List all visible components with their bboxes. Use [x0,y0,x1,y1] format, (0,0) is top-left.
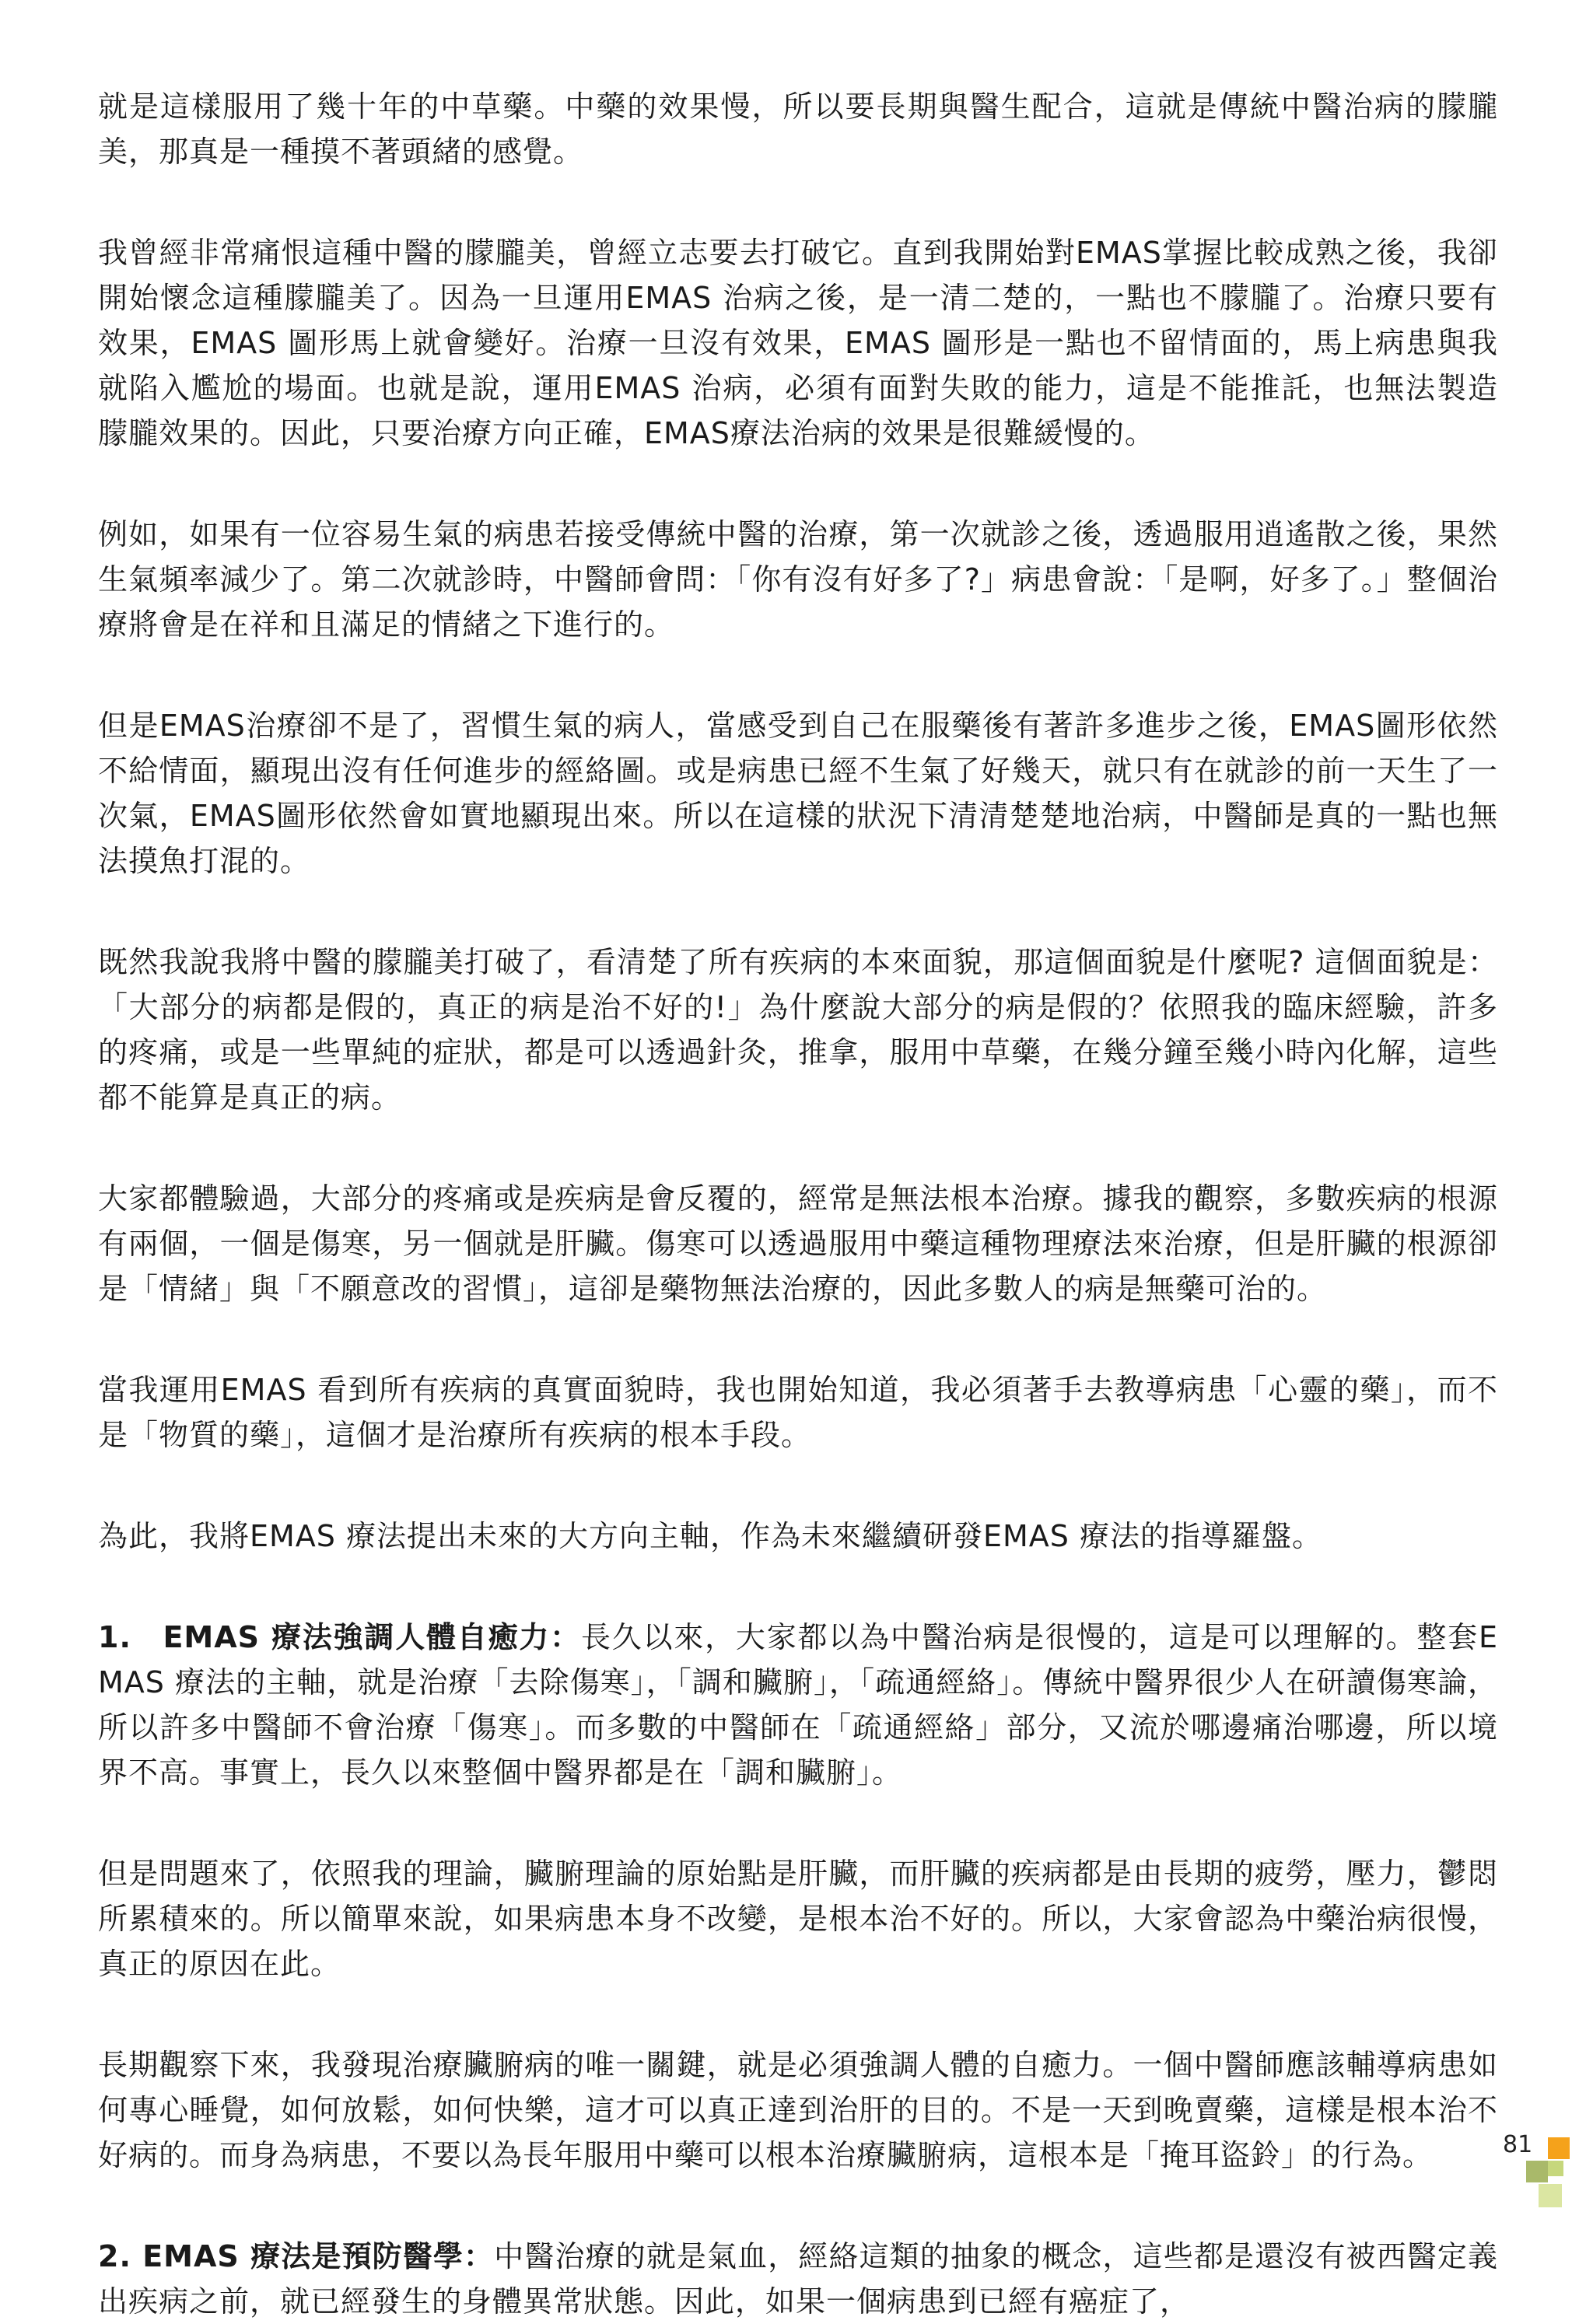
decor-square-orange [1548,2137,1570,2159]
numbered-item-2-heading: 2. EMAS 療法是預防醫學： [98,2239,495,2273]
paragraph-5: 既然我說我將中醫的朦朧美打破了，看清楚了所有疾病的本來面貌，那這個面貌是什麼呢? 這個面貌是：「大部分的病都是假的，真正的病是治不好的!」為什麼說大部分的病是假的？依照我的臨床經驗，許多的疼痛，或是一些單純的症狀，都是可以透過針灸，推拿，服用中草藥，在幾分鐘至幾小時內化解，這些都不能算是真正的病。 [98,945,1498,1115]
numbered-item-2-text: 中醫治療的就是氣血，經絡這類的抽象的概念，這些都是還沒有被西醫定義出疾病之前，就已經發生的身體異常狀態。因此，如果一個病患到已經有癌症了， [98,2239,1498,2319]
page-number: 81 [1503,2131,1533,2158]
paragraph-2: 我曾經非常痛恨這種中醫的朦朧美，曾經立志要去打破它。直到我開始對EMAS掌握比較成熟之後，我卻開始懷念這種朦朧美了。因為一旦運用EMAS 治病之後，是一清二楚的，一點也不朦朧了。治療只要有效果，EMAS 圖形馬上就會變好。治療一旦沒有效果，EMAS 圖形是一點也不留情面的，馬上病患與我就陷入尷尬的場面。也就是說，運用EMAS 治病，必須有面對失敗的能力，這是不能推託，也無法製造朦朧效果的。因此，只要治療方向正確，EMAS療法治病的效果是很難緩慢的。 [98,236,1498,450]
numbered-item-2 [98,2234,1498,2324]
paragraph-4: 但是EMAS治療卻不是了，習慣生氣的病人，當感受到自己在服藥後有著許多進步之後，EMAS圖形依然不給情面，顯現出沒有任何進步的經絡圖。或是病患已經不生氣了好幾天，就只有在就診的前一天生了一次氣，EMAS圖形依然會如實地顯現出來。所以在這樣的狀況下清清楚楚地治病，中醫師是真的一點也無法摸魚打混的。 [98,709,1498,878]
numbered-item-1-text: 長久以來，大家都以為中醫治病是很慢的，這是可以理解的。整套EMAS 療法的主軸，就是治療「去除傷寒」，「調和臟腑」，「疏通經絡」。傳統中醫界很少人在研讀傷寒論，所以許多中醫師不會治療「傷寒」。而多數的中醫師在「疏通經絡」部分，又流於哪邊痛治哪邊，所以境界不高。事實上，長久以來整個中醫界都是在「調和臟腑」。 [98,1620,1498,1790]
decor-square-olive [1526,2161,1548,2182]
paragraph-1: 就是這樣服用了幾十年的中草藥。中藥的效果慢，所以要長期與醫生配合，這就是傳統中醫治病的朦朧美，那真是一種摸不著頭緒的感覺。 [98,89,1498,169]
decor-square-light-green [1548,2161,1563,2176]
paragraph-6: 大家都體驗過，大部分的疼痛或是疾病是會反覆的，經常是無法根本治療。據我的觀察，多數疾病的根源有兩個，一個是傷寒，另一個就是肝臟。傷寒可以透過服用中藥這種物理療法來治療，但是肝臟的根源卻是「情緒」與「不願意改的習慣」，這卻是藥物無法治療的，因此多數人的病是無藥可治的。 [98,1181,1498,1306]
numbered-item-1-heading: 1. EMAS 療法強調人體自癒力： [98,1620,581,1654]
decor-square-pale-green [1539,2184,1562,2207]
paragraph-7: 當我運用EMAS 看到所有疾病的真實面貌時，我也開始知道，我必須著手去教導病患「心靈的藥」，而不是「物質的藥」，這個才是治療所有疾病的根本手段。 [98,1373,1498,1452]
numbered-item-1 [98,1615,1498,1795]
page-body [98,84,1498,2324]
paragraph-3: 例如，如果有一位容易生氣的病患若接受傳統中醫的治療，第一次就診之後，透過服用逍遙散之後，果然生氣頻率減少了。第二次就診時，中醫師會問：「你有沒有好多了?」病患會說：「是啊，好多了。」整個治療將會是在祥和且滿足的情緒之下進行的。 [98,517,1498,642]
paragraph-9: 但是問題來了，依照我的理論，臟腑理論的原始點是肝臟，而肝臟的疾病都是由長期的疲勞，壓力，鬱悶所累積來的。所以簡單來說，如果病患本身不改變，是根本治不好的。所以，大家會認為中藥治病很慢，真正的原因在此。 [98,1857,1498,1981]
paragraph-10: 長期觀察下來，我發現治療臟腑病的唯一關鍵，就是必須強調人體的自癒力。一個中醫師應該輔導病患如何專心睡覺，如何放鬆，如何快樂，這才可以真正達到治肝的目的。不是一天到晚賣藥，這樣是根本治不好病的。而身為病患，不要以為長年服用中藥可以根本治療臟腑病，這根本是「掩耳盜鈴」的行為。 [98,2048,1498,2172]
paragraph-8: 為此，我將EMAS 療法提出未來的大方向主軸，作為未來繼續研發EMAS 療法的指導羅盤。 [98,1519,1322,1553]
